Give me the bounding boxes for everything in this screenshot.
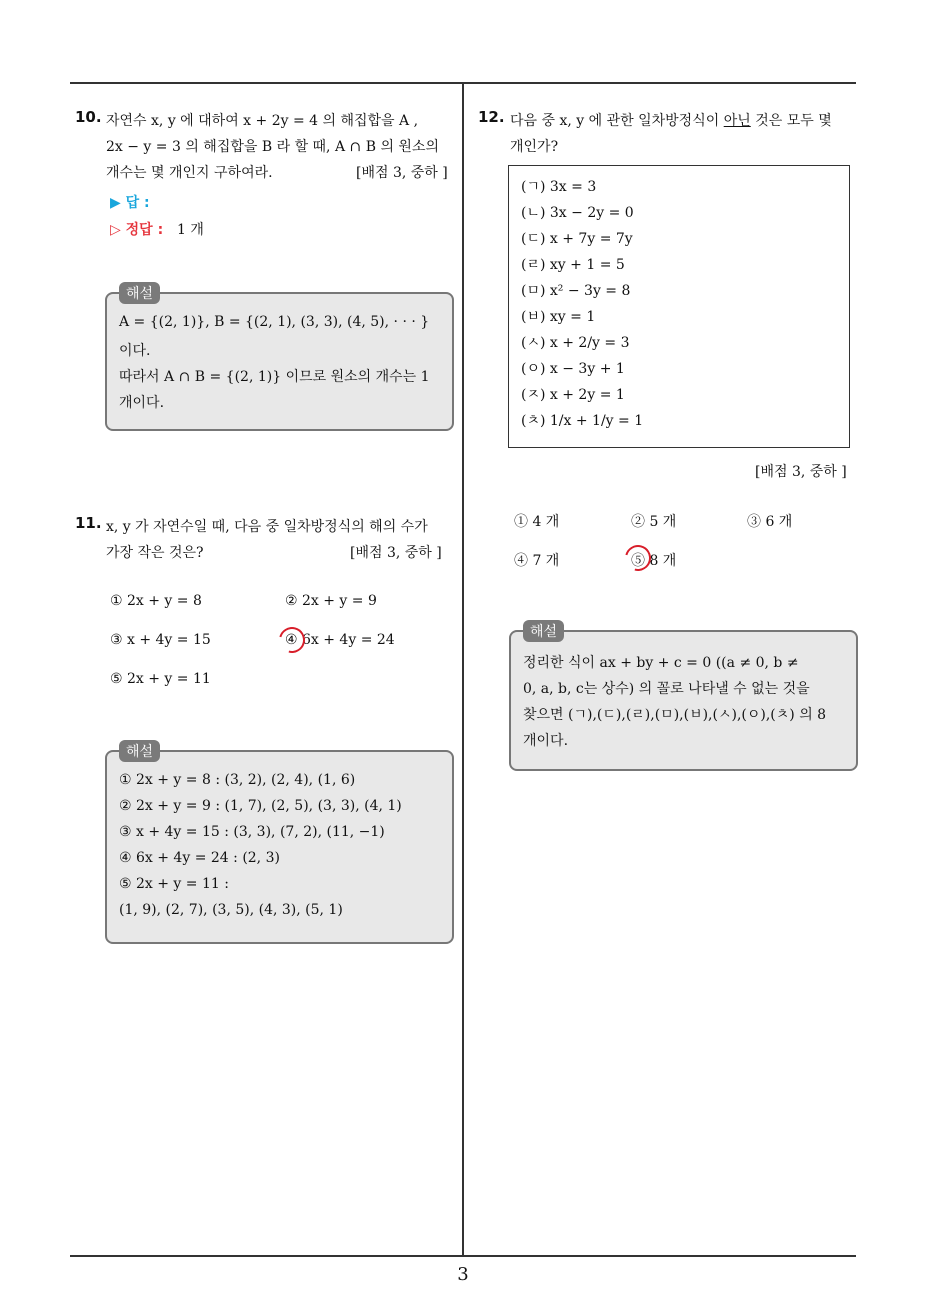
equation-list-box: [508, 165, 850, 448]
score-meta: [배점 3, 중하 ]: [350, 545, 442, 561]
explanation-tag: 해설: [119, 282, 160, 304]
explanation-line: 정리한 식이 ax + by + c = 0 ((a ≠ 0, b ≠: [523, 655, 799, 671]
question-number: 12.: [478, 108, 505, 126]
equation-item: (ㅇ) x − 3y + 1: [521, 361, 625, 377]
explanation-line: 0, a, b, c는 상수) 의 꼴로 나타낼 수 없는 것을: [523, 681, 810, 697]
equation-item: (ㅈ) x + 2y = 1: [521, 387, 625, 403]
choice-4[interactable]: ④ 6x + 4y = 24: [285, 632, 395, 648]
choice-5[interactable]: ⑤ 2x + y = 11: [110, 671, 211, 687]
explanation-line: ② 2x + y = 9 : (1, 7), (2, 5), (3, 3), (4, 1): [119, 798, 402, 814]
explanation-box: [509, 624, 858, 771]
selected-mark-icon: [620, 540, 656, 576]
choice-3[interactable]: ③ 6 개: [747, 514, 793, 530]
equation-item: (ㄷ) x + 7y = 7y: [521, 231, 633, 247]
score-meta: [배점 3, 중하 ]: [356, 165, 448, 181]
correct-answer-value: 1 개: [177, 222, 204, 238]
explanation-tag: 해설: [523, 620, 564, 642]
question-text-line: [510, 110, 832, 130]
explanation-line: ④ 6x + 4y = 24 : (2, 3): [119, 850, 280, 866]
choice-1[interactable]: ① 2x + y = 8: [110, 593, 202, 609]
score-meta: [배점 3, 중하 ]: [755, 464, 847, 480]
explanation-line: ① 2x + y = 8 : (3, 2), (2, 4), (1, 6): [119, 772, 356, 788]
explanation-box: [105, 744, 454, 944]
answer-label: ▶ 답 :: [110, 195, 150, 211]
question-text-line: 개인가?: [510, 139, 559, 155]
page-number: 3: [457, 1264, 469, 1285]
explanation-line: 찾으면 (ㄱ),(ㄷ),(ㄹ),(ㅁ),(ㅂ),(ㅅ),(ㅇ),(ㅊ) 의 8: [523, 707, 827, 723]
equation-item: (ㅊ) 1/x + 1/y = 1: [521, 413, 644, 429]
equation-item: (ㅅ) x + 2/y = 3: [521, 335, 630, 351]
selected-mark-icon: [274, 622, 310, 658]
equation-item: (ㄱ) 3x = 3: [521, 179, 597, 195]
bottom-rule: [70, 1255, 856, 1257]
question-text-part: 다음 중 x, y 에 관한 일차방정식이: [510, 113, 724, 129]
underlined-word: 아닌: [723, 113, 751, 129]
question-number: 10.: [75, 108, 102, 126]
equation-item: (ㄹ) xy + 1 = 5: [521, 257, 625, 273]
question-text-line: 2x − y = 3 의 해집합을 B 라 할 때, A ∩ B 의 원소의: [106, 139, 439, 155]
choice-2[interactable]: ② 5 개: [631, 514, 677, 530]
question-text-part: 것은 모두 몇: [750, 113, 832, 129]
explanation-line: 개이다.: [523, 733, 569, 749]
question-text-line: 자연수 x, y 에 대하여 x + 2y = 4 의 해집합을 A ,: [106, 113, 419, 129]
correct-answer-label: ▷ 정답 :: [110, 222, 164, 238]
explanation-box: [105, 286, 454, 431]
explanation-line: A = {(2, 1)}, B = {(2, 1), (3, 3), (4, 5), · · · }: [119, 314, 430, 330]
choice-3[interactable]: ③ x + 4y = 15: [110, 632, 211, 648]
explanation-line: 이다.: [119, 343, 151, 359]
explanation-line: 따라서 A ∩ B = {(2, 1)} 이므로 원소의 개수는 1: [119, 369, 430, 385]
equation-item: (ㅂ) xy = 1: [521, 309, 596, 325]
choice-5[interactable]: ⑤ 8 개: [631, 553, 677, 569]
column-divider: [462, 83, 464, 1256]
choice-2[interactable]: ② 2x + y = 9: [285, 593, 377, 609]
explanation-tag: 해설: [119, 740, 160, 762]
question-number: 11.: [75, 514, 102, 532]
equation-item: (ㅁ) x² − 3y = 8: [521, 283, 631, 299]
equation-item: (ㄴ) 3x − 2y = 0: [521, 205, 634, 221]
explanation-line: ⑤ 2x + y = 11 :: [119, 876, 229, 892]
explanation-line: (1, 9), (2, 7), (3, 5), (4, 3), (5, 1): [119, 902, 343, 918]
question-text-line: x, y 가 자연수일 때, 다음 중 일차방정식의 해의 수가: [106, 519, 428, 535]
choice-4[interactable]: ④ 7 개: [514, 553, 560, 569]
explanation-line: 개이다.: [119, 395, 165, 411]
question-text-line: 개수는 몇 개인지 구하여라.: [106, 165, 273, 181]
choice-1[interactable]: ① 4 개: [514, 514, 560, 530]
question-text-line: 가장 작은 것은?: [106, 545, 204, 561]
explanation-line: ③ x + 4y = 15 : (3, 3), (7, 2), (11, −1): [119, 824, 385, 840]
